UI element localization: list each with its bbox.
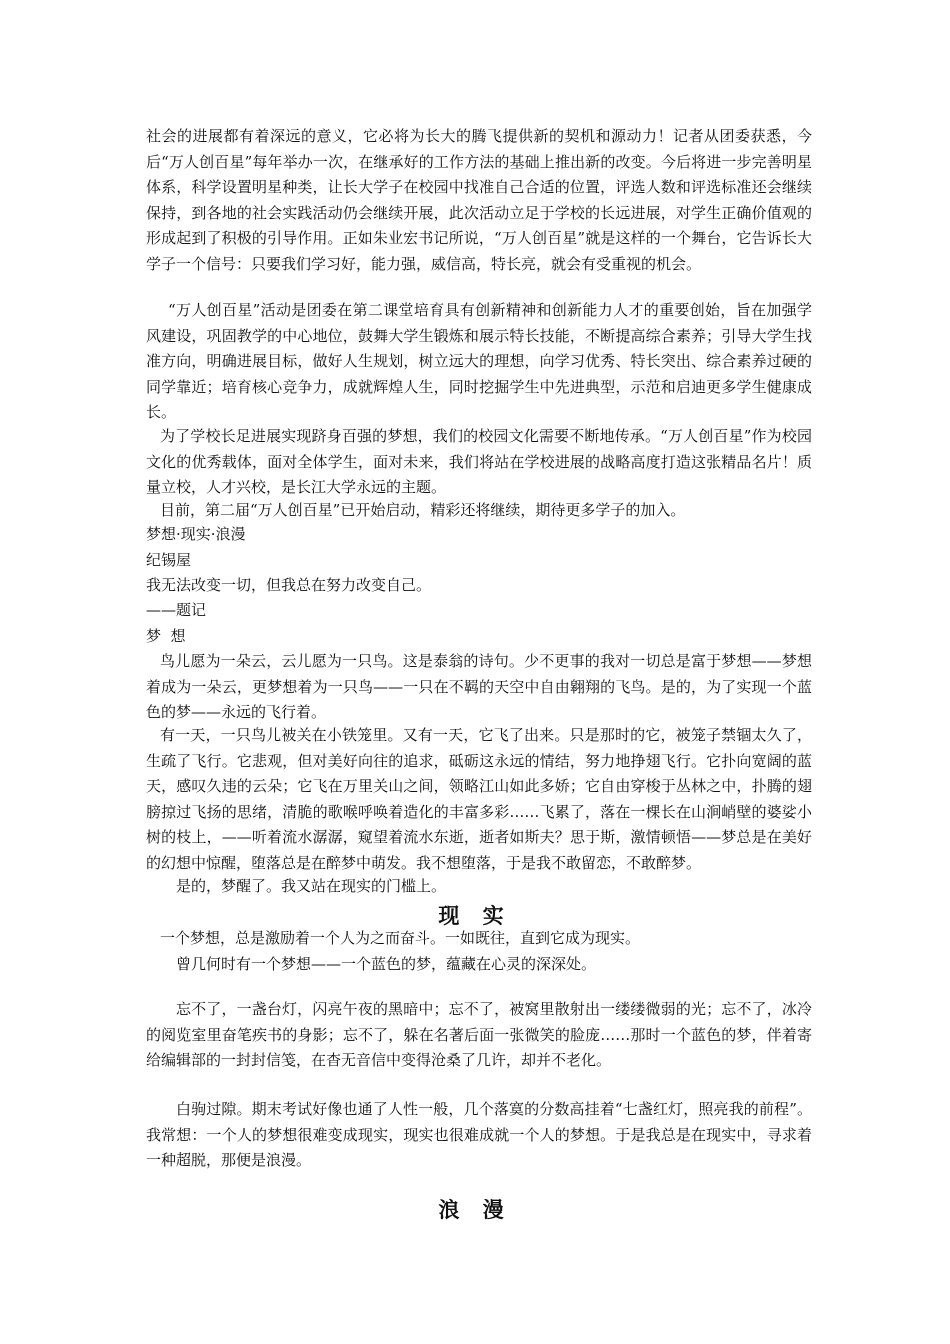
paragraph-dream-motivates: 一个梦想，总是激励着一个人为之而奋斗。一如既往，直到它成为现实。: [160, 929, 641, 947]
section-reality-heading: 现 实: [438, 903, 512, 928]
epigraph-source: ——题记: [146, 601, 207, 619]
paragraph-activity-significance: 社会的进展都有着深远的意义，它必将为长大的腾飞提供新的契机和源动力！记者从团委获悉，今后“万人创百星”每年举办一次，在继承好的工作方法的基础上推出新的改变。今后将进一步完善明星体系，科学设置明星种类，让长大学子在校园中找准自己合适的位置，评选人数和评选标准还会继续保持，到各地的社会实践活动仍会继续开展，此次活动立足于学校的长远进展，对学生正确价值观的形成起到了积极的引导作用。正如朱业宏书记所说，“万人创百星”就是这样的一个舞台，它告诉长大学子一个信号：只要我们学习好，能力强，威信高，特长亮，就会有受重视的机会。: [146, 127, 812, 273]
article-title: 梦想·现实·浪漫: [146, 525, 246, 543]
epigraph: 我无法改变一切，但我总在努力改变自己。: [146, 576, 432, 594]
paragraph-time-flies: 白驹过隙。期末考试好像也通了人性一般，几个落寞的分数高挂着“七盏红灯，照亮我的前程”。我常想：一个人的梦想很难变成现实，现实也很难成就一个人的梦想。于是我总是在现实中，寻求着一种超脱，那便是浪漫。: [146, 1100, 812, 1169]
paragraph-campus-culture: 为了学校长足进展实现跻身百强的梦想，我们的校园文化需要不断地传承。“万人创百星”作为校园文化的优秀载体，面对全体学生，面对未来，我们将站在学校进展的战略高度打造这张精品名片！质量立校，人才兴校，是长江大学永远的主题。: [146, 427, 812, 496]
paragraph-second-session: 目前，第二届“万人创百星”已开始启动，精彩还将继续，期待更多学子的加入。: [160, 501, 686, 519]
paragraph-bird-cage: 有一天，一只鸟儿被关在小铁笼里。又有一天，它飞了出来。只是那时的它，被笼子禁锢太久了，生疏了飞行。它悲观，但对美好向往的追求，砥砺这永远的情结，努力地挣翅飞行。它扑向宽阔的蓝天，感叹久违的云朵；它飞在万里关山之间，领略江山如此多娇；它自由穿梭于丛林之中，扑腾的翅膀掠过飞扬的思绪，清脆的歌喉呼唤着造化的丰富多彩……飞累了，落在一棵长在山涧峭壁的婆娑小树的枝上，——听着流水潺潺，窥望着流水东逝，逝者如斯夫？思于斯，激情顿悟——梦总是在美好的幻想中惊醒，堕落总是在醉梦中萌发。我不想堕落，于是我不敢留恋，不敢醉梦。: [146, 726, 812, 872]
section-romance-heading: 浪 漫: [438, 1197, 512, 1222]
section-dream-title: 梦 想: [146, 627, 186, 645]
paragraph-blue-dream: 曾几何时有一个梦想——一个蓝色的梦，蕴藏在心灵的深深处。: [176, 955, 597, 973]
paragraph-bird-cloud: 鸟儿愿为一朵云，云儿愿为一只鸟。这是泰翁的诗句。少不更事的我对一切总是富于梦想——梦想着成为一朵云，更梦想着为一只鸟——一只在不羁的天空中自由翱翔的飞鸟。是的，为了实现一个蓝色的梦——永远的飞行着。: [146, 652, 812, 721]
paragraph-dream-awake: 是的，梦醒了。我又站在现实的门槛上。: [176, 877, 447, 895]
paragraph-cannot-forget: 忘不了，一盏台灯，闪亮午夜的黑暗中；忘不了，被窝里散射出一缕缕微弱的光；忘不了，冰冷的阅览室里奋笔疾书的身影；忘不了，躲在名著后面一张微笑的脸庞……那时一个蓝色的梦，伴着寄给编辑部的一封封信笺，在杳无音信中变得沧桑了几许，却并不老化。: [146, 1000, 812, 1069]
article-author: 纪锡屋: [146, 551, 192, 569]
paragraph-activity-purpose: “万人创百星”活动是团委在第二课堂培育具有创新精神和创新能力人才的重要创始，旨在加强学风建设，巩固教学的中心地位，鼓舞大学生锻炼和展示特长技能，不断提高综合素养；引导大学生找准方向，明确进展目标，做好人生规划，树立远大的理想，向学习优秀、特长突出、综合素养过硬的同学靠近；培育核心竞争力，成就辉煌人生，同时挖掘学生中先进典型，示范和启迪更多学生健康成长。: [146, 301, 812, 421]
